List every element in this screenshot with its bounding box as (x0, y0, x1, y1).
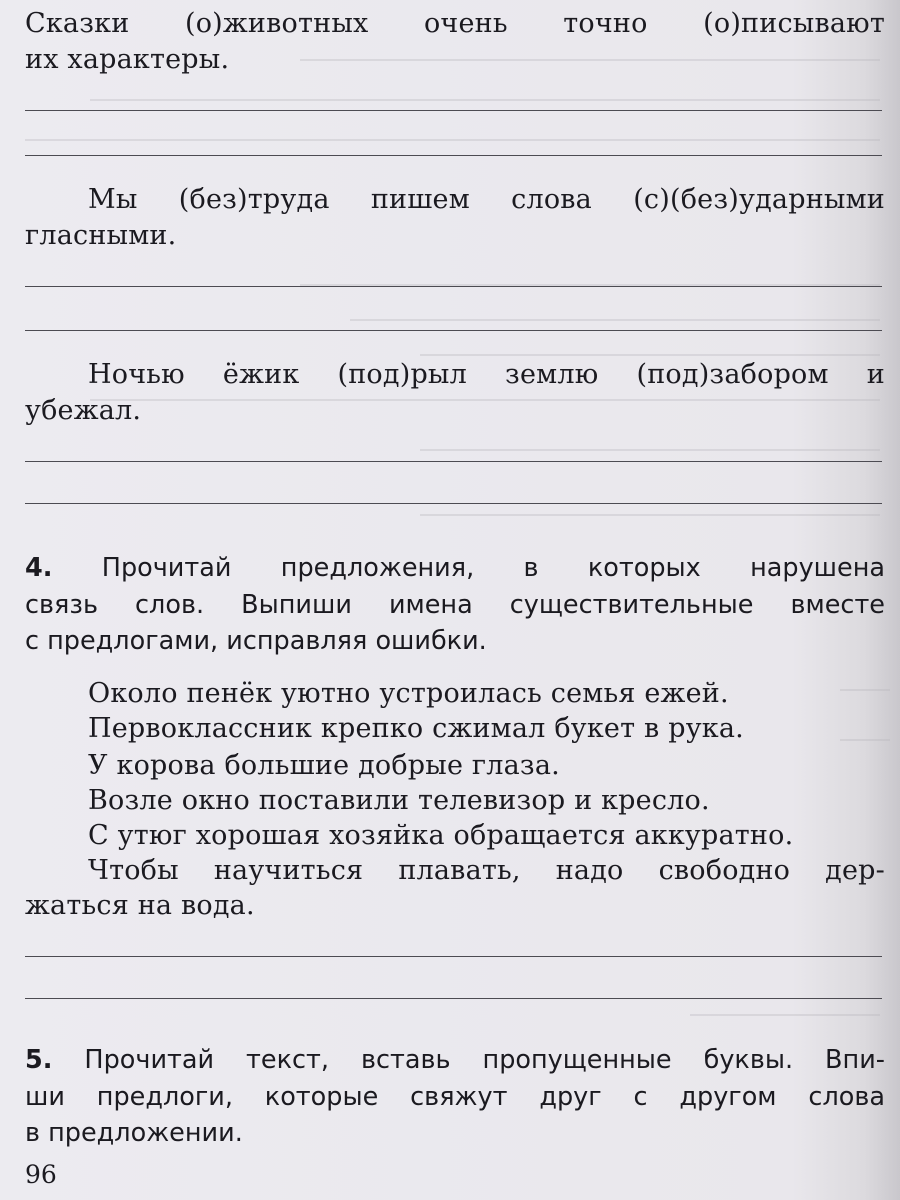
task-4-instruction-line-3: с предлогами, исправляя ошибки. (25, 626, 487, 656)
answer-line[interactable] (25, 956, 882, 957)
task-5-instruction-line-1: 5. Прочитай текст, вставь пропущенные буквы. Впи- (25, 1045, 885, 1075)
answer-line[interactable] (25, 155, 882, 156)
task-4-item-6-cont: жаться на вода. (25, 890, 255, 921)
answer-line[interactable] (25, 110, 882, 111)
task-4-item-3: У корова большие добрые глаза. (88, 750, 560, 781)
sentence-2-line-1: Мы (без)труда пишем слова (с)(без)ударными (88, 184, 885, 215)
answer-line[interactable] (25, 286, 882, 287)
sentence-3-line-2: убежал. (25, 395, 142, 426)
answer-line[interactable] (25, 330, 882, 331)
answer-line[interactable] (25, 503, 882, 504)
sentence-1-line-1: Сказки (о)животных очень точно (о)писывают (25, 8, 885, 39)
task-4-item-2: Первоклассник крепко сжимал букет в рука. (88, 713, 744, 744)
sentence-2-line-2: гласными. (25, 220, 177, 251)
sentence-3-line-1: Ночью ёжик (под)рыл землю (под)забором и (88, 359, 885, 390)
task-4-item-1: Около пенёк уютно устроилась семья ежей. (88, 678, 729, 709)
sentence-1-line-2: их характеры. (25, 44, 230, 75)
task-4-number: 4. (25, 553, 53, 583)
task-4-instruction-line-1: 4. Прочитай предложения, в которых нарушена (25, 553, 885, 583)
task-5-number: 5. (25, 1045, 53, 1075)
task-5-instruction-line-2: ши предлоги, которые свяжут друг с другом слова (25, 1082, 885, 1112)
answer-line[interactable] (25, 998, 882, 999)
task-4-instruction-line-2: связь слов. Выпиши имена существительные вместе (25, 590, 885, 620)
task-4-item-5: С утюг хорошая хозяйка обращается аккуратно. (88, 820, 794, 851)
page-number: 96 (25, 1160, 57, 1189)
task-4-item-4: Возле окно поставили телевизор и кресло. (88, 785, 710, 816)
task-5-instruction-line-3: в предложении. (25, 1118, 243, 1148)
task-4-item-6: Чтобы научиться плавать, надо свободно дер- (88, 855, 885, 886)
answer-line[interactable] (25, 461, 882, 462)
